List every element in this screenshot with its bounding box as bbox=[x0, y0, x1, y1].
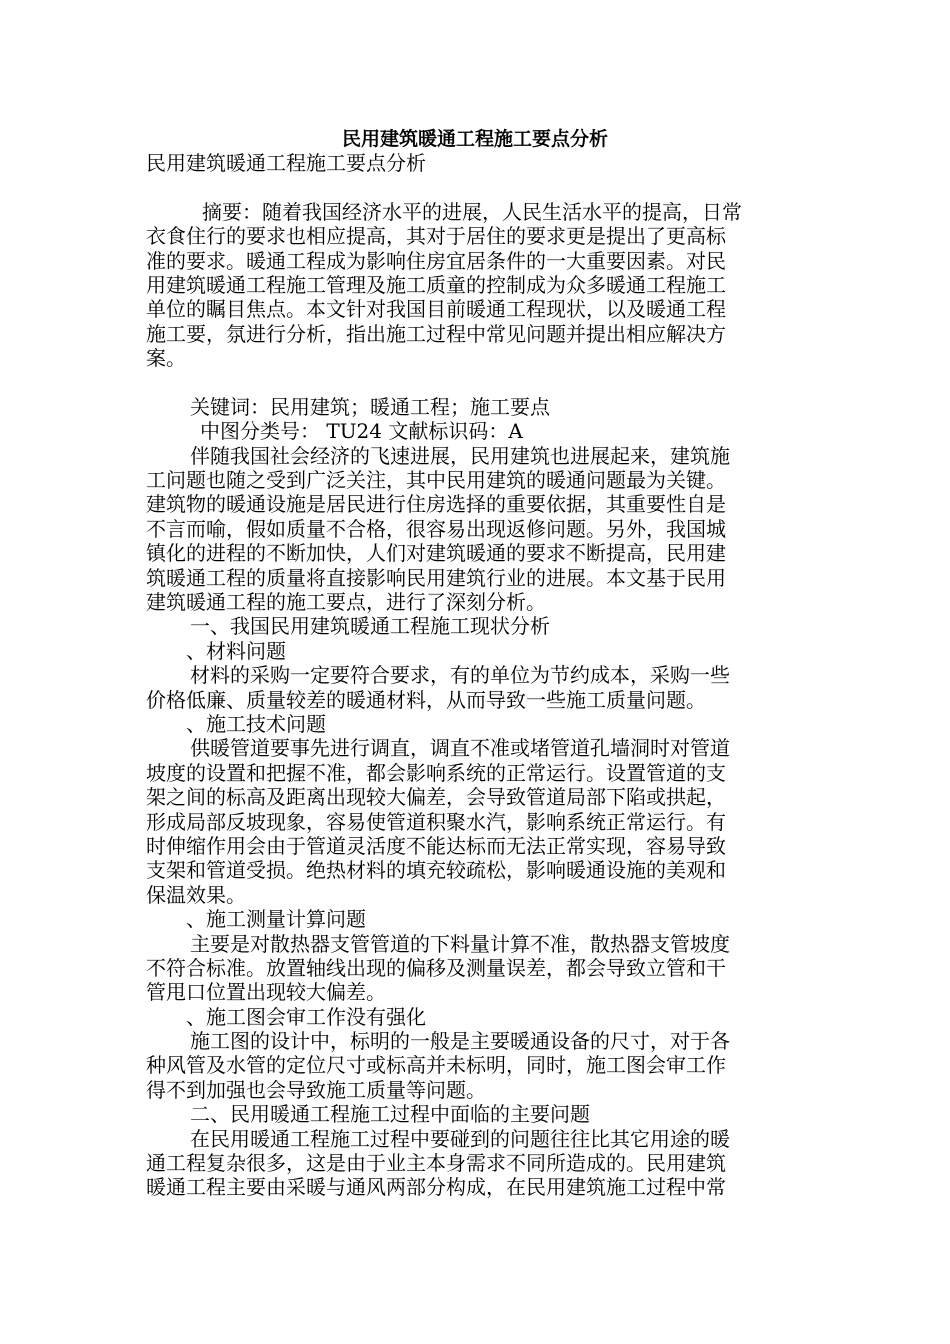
section-heading: 二、民用暖通工程施工过程中面临的主要问题 bbox=[190, 1102, 590, 1127]
paragraph-line: 时伸缩作用会由于管道灵活度不能达标而无法正常实现，容易导致 bbox=[146, 833, 726, 858]
subsection-heading: 、材料问题 bbox=[186, 638, 286, 663]
blank-line bbox=[146, 175, 808, 199]
paragraph-line: 单位的瞩目焦点。本文针对我国目前暖通工程现状，以及暖通工程 bbox=[146, 297, 726, 322]
subsection-heading: 、施工图会审工作没有强化 bbox=[186, 1004, 426, 1029]
paragraph-line: 案。 bbox=[146, 346, 186, 371]
materials-paragraph bbox=[146, 663, 808, 712]
document-title: 民用建筑暖通工程施工要点分析 bbox=[341, 128, 608, 150]
paragraph-line: 通工程复杂很多，这是由于业主本身需求不同所造成的。民用建筑 bbox=[146, 1151, 726, 1176]
paragraph-line: 镇化的进程的不断加快，人们对建筑暖通的要求不断提高，民用建 bbox=[146, 541, 726, 566]
paragraph-line: 衣食住行的要求也相应提高，其对于居住的要求更是提出了更高标 bbox=[146, 224, 726, 249]
paragraph-line: 在民用暖通工程施工过程中要碰到的问题往往比其它用途的暖 bbox=[190, 1126, 730, 1151]
paragraph-line: 工问题也随之受到广泛关注，其中民用建筑的暖通问题最为关键。 bbox=[146, 468, 726, 493]
paragraph-line: 建筑物的暖通设施是居民进行住房选择的重要依据，其重要性自是 bbox=[146, 492, 726, 517]
keywords-line: 关键词：民用建筑；暖通工程；施工要点 bbox=[190, 394, 550, 419]
paragraph-line: 价格低廉、质量较差的暖通材料，从而导致一些施工质量问题。 bbox=[146, 687, 706, 712]
paragraph-line: 主要是对散热器支管管道的下料量计算不准，散热器支管坡度 bbox=[190, 931, 730, 956]
paragraph-line: 保温效果。 bbox=[146, 882, 246, 907]
section-heading: 一、我国民用建筑暖通工程施工现状分析 bbox=[190, 614, 550, 639]
paragraph-line: 准的要求。暖通工程成为影响住房宜居条件的一大重要因素。对民 bbox=[146, 248, 726, 273]
paragraph-line: 暖通工程主要由采暖与通风两部分构成，在民用建筑施工过程中常 bbox=[146, 1175, 726, 1200]
subsection-heading: 、施工技术问题 bbox=[186, 711, 326, 736]
paragraph-line: 支架和管道受损。绝热材料的填充较疏松，影响暖通设施的美观和 bbox=[146, 858, 726, 883]
paragraph-line: 供暖管道要事先进行调直，调直不准或堵管道孔墙洞时对管道 bbox=[190, 736, 730, 761]
document-body bbox=[146, 151, 808, 1200]
measurement-paragraph bbox=[146, 932, 808, 1005]
paragraph-line: 不言而喻，假如质量不合格，很容易出现返修问题。另外，我国城 bbox=[146, 516, 726, 541]
technique-paragraph bbox=[146, 736, 808, 907]
drawing-review-paragraph bbox=[146, 1029, 808, 1102]
blank-line bbox=[146, 371, 808, 395]
paragraph-line: 建筑暖通工程的施工要点，进行了深刻分析。 bbox=[146, 590, 546, 615]
problems-paragraph bbox=[146, 1127, 808, 1200]
abstract-paragraph bbox=[146, 200, 808, 371]
paragraph-line: 种风管及水管的定位尺寸或标高并未标明，同时，施工图会审工作 bbox=[146, 1053, 726, 1078]
paragraph-line: 架之间的标高及距离出现较大偏差，会导致管道局部下陷或拱起， bbox=[146, 785, 726, 810]
subsection-heading: 、施工测量计算问题 bbox=[186, 907, 366, 932]
document-subtitle: 民用建筑暖通工程施工要点分析 bbox=[146, 151, 426, 175]
classification-line: 中图分类号： TU24 文献标识码：A bbox=[200, 419, 523, 444]
paragraph-line: 用建筑暖通工程施工管理及施工质童的控制成为众多暖通工程施工 bbox=[146, 272, 726, 297]
intro-paragraph bbox=[146, 444, 808, 615]
paragraph-line: 坡度的设置和把握不准，都会影响系统的正常运行。设置管道的支 bbox=[146, 760, 726, 785]
paragraph-line: 形成局部反坡现象，容易使管道积聚水汽，影响系统正常运行。有 bbox=[146, 809, 726, 834]
paragraph-line: 施工要，氛进行分析，指出施工过程中常见问题并提出相应解决方 bbox=[146, 321, 726, 346]
paragraph-line: 摘要：随着我国经济水平的进展，人民生活水平的提高，日常 bbox=[202, 199, 742, 224]
paragraph-line: 不符合标准。放置轴线出现的偏移及测量误差，都会导致立管和干 bbox=[146, 955, 726, 980]
paragraph-line: 材料的采购一定要符合要求，有的单位为节约成本，采购一些 bbox=[190, 663, 730, 688]
paragraph-line: 得不到加强也会导致施工质量等问题。 bbox=[146, 1077, 486, 1102]
paragraph-line: 筑暖通工程的质量将直接影响民用建筑行业的进展。本文基于民用 bbox=[146, 565, 726, 590]
paragraph-line: 伴随我国社会经济的飞速进展，民用建筑也进展起来，建筑施 bbox=[190, 443, 730, 468]
paragraph-line: 施工图的设计中，标明的一般是主要暖通设备的尺寸，对于各 bbox=[190, 1029, 730, 1054]
paragraph-line: 管甩口位置出现较大偏差。 bbox=[146, 980, 386, 1005]
